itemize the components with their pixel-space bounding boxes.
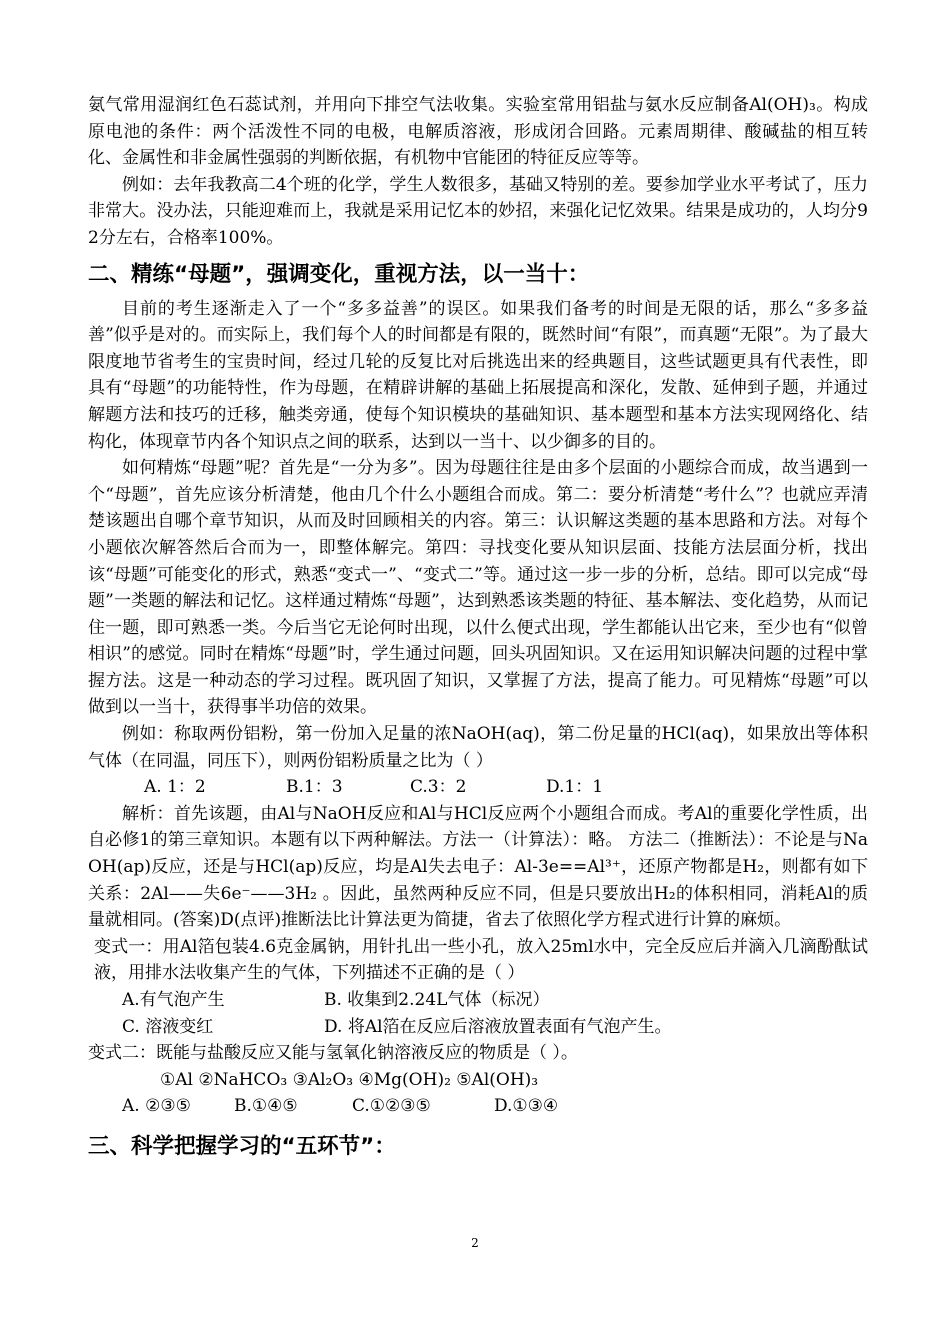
section-heading-2: 二、精练“母题”，强调变化，重视方法，以一当十： xyxy=(88,261,590,287)
paragraph-mother-question-intro: 目前的考生逐渐走入了一个“多多益善”的误区。如果我们备考的时间是无限的话，那么“多多益善”似乎是对的。而实际上，我们每个人的时间都是有限的，既然时间“有限”，而真题“无限”。为了最大限度地节省考生的宝贵时间，经过几轮的反复比对后挑选出来的经典题目，这些试题更具有代表性，即具有“母题”的功能特性，作为母题，在精辟讲解的基础上拓展提高和深化，发散、延伸到子题，并通过解题方法和技巧的迁移，触类旁通，使每个知识模块的基础知识、基本题型和基本方法实现网络化、结构化，体现章节内各个知识点之间的联系，达到以一当十、以少御多的目的。 xyxy=(88,298,868,452)
variant1-options-row2 xyxy=(88,1014,868,1041)
paragraph-example-memory: 例如：去年我教高二4个班的化学，学生人数很多，基础又特别的差。要参加学业水平考试了，压力非常大。没办法，只能迎难而上，我就是采用记忆本的妙招，来强化记忆效果。结果是成功的，人均分92分左右，合格率100%。 xyxy=(88,174,868,248)
paragraph-analysis: 解析：首先该题，由Al与NaOH反应和Al与HCl反应两个小题组合而成。考Al的重要化学性质，出自必修1的第三章知识。本题有以下两种解法。方法一（计算法）：略。 方法二（推断法）：不论是与NaOH(ap)反应，还是与HCl(ap)反应，均是Al失去电子：Al-3e==Al³⁺，还原产物都是H₂，则都有如下关系：2Al——失6e⁻——3H₂ 。因此，虽然两种反应不同，但是只要放出H₂的体积相同，消耗Al的质量就相同。(答案)D(点评)推断法比计算法更为简捷，省去了依照化学方程式进行计算的麻烦。 xyxy=(88,803,868,931)
variant2-compounds: ①Al ②NaHCO₃ ③Al₂O₃ ④Mg(OH)₂ ⑤Al(OH)₃ xyxy=(160,1069,539,1090)
paragraph-how-to-refine: 如何精炼“母题”呢？首先是“一分为多”。因为母题往往是由多个层面的小题综合而成，故当遇到一个“母题”，首先应该分析清楚，他由几个什么小题组合而成。第二：要分析清楚“考什么”？也就应弄清楚该题出自哪个章节知识，从而及时回顾相关的内容。第三：认识解这类题的基本思路和方法。对每个小题依次解答然后合而为一，即整体解完。第四：寻找变化要从知识层面、技能方法层面分析，找出该“母题”可能变化的形式，熟悉“变式一”、“变式二”等。通过这一步一步的分析，总结。即可以完成“母题”一类题的解法和记忆。这样通过精炼“母题”，达到熟悉该类题的特征、基本解法、变化趋势，从而记住一题，即可熟悉一类。今后当它无论何时出现，以什么便式出现，学生都能认出它来，至少也有“似曾相识”的感觉。同时在精炼“母题”时，学生通过问题，回头巩固知识。又在运用知识解决问题的过程中掌握方法。这是一种动态的学习过程。既巩固了知识，又掌握了方法，提高了能力。可见精炼“母题”可以做到以一当十，获得事半功倍的效果。 xyxy=(88,458,868,718)
variant2-options xyxy=(88,1093,868,1120)
paragraph-variant-1: 变式一：用Al箔包装4.6克金属钠，用针扎出一些小孔，放入25ml水中，完全反应后并滴入几滴酚酞试液，用排水法收集产生的气体，下列描述不正确的是（ ） xyxy=(94,936,868,984)
variant2-option-b: B.①④⑤ xyxy=(234,1096,298,1117)
paragraph-ammonia: 氨气常用湿润红色石蕊试剂，并用向下排空气法收集。实验室常用铝盐与氨水反应制备Al(OH)₃。构成原电池的条件：两个活泼性不同的电极，电解质溶液，形成闭合回路。元素周期律、酸碱盐的相互转化、金属性和非金属性强弱的判断依据，有机物中官能团的特征反应等等。 xyxy=(88,95,868,169)
variant2-option-c: C.①②③⑤ xyxy=(352,1096,431,1117)
option-a: A. 1：2 xyxy=(144,777,206,798)
variant1-option-d: D. 将Al箔在反应后溶液放置表面有气泡产生。 xyxy=(324,1016,672,1037)
page-number: 2 xyxy=(471,1236,479,1250)
variant1-option-b: B. 收集到2.24L气体（标况） xyxy=(324,990,550,1010)
paragraph-variant-2: 变式二：既能与盐酸反应又能与氢氧化钠溶液反应的物质是（ ）。 xyxy=(88,1043,578,1064)
variant1-option-c: C. 溶液变红 xyxy=(122,1016,214,1037)
variant2-option-d: D.①③④ xyxy=(494,1096,559,1117)
variant1-options-row1 xyxy=(88,987,868,1014)
document-page xyxy=(88,92,868,1168)
variant1-option-a: A.有气泡产生 xyxy=(122,990,225,1010)
option-d: D.1：1 xyxy=(546,777,604,798)
example-options xyxy=(88,774,868,801)
section-heading-3: 三、科学把握学习的“五环节”： xyxy=(88,1133,396,1159)
paragraph-example-aluminum: 例如：称取两份铝粉，第一份加入足量的浓NaOH(aq)，第二份足量的HCl(aq)，如果放出等体积气体（在同温，同压下），则两份铝粉质量之比为（ ） xyxy=(88,724,868,771)
option-b: B.1：3 xyxy=(286,777,343,798)
variant2-option-a: A. ②③⑤ xyxy=(122,1096,191,1117)
option-c: C.3：2 xyxy=(410,777,467,798)
